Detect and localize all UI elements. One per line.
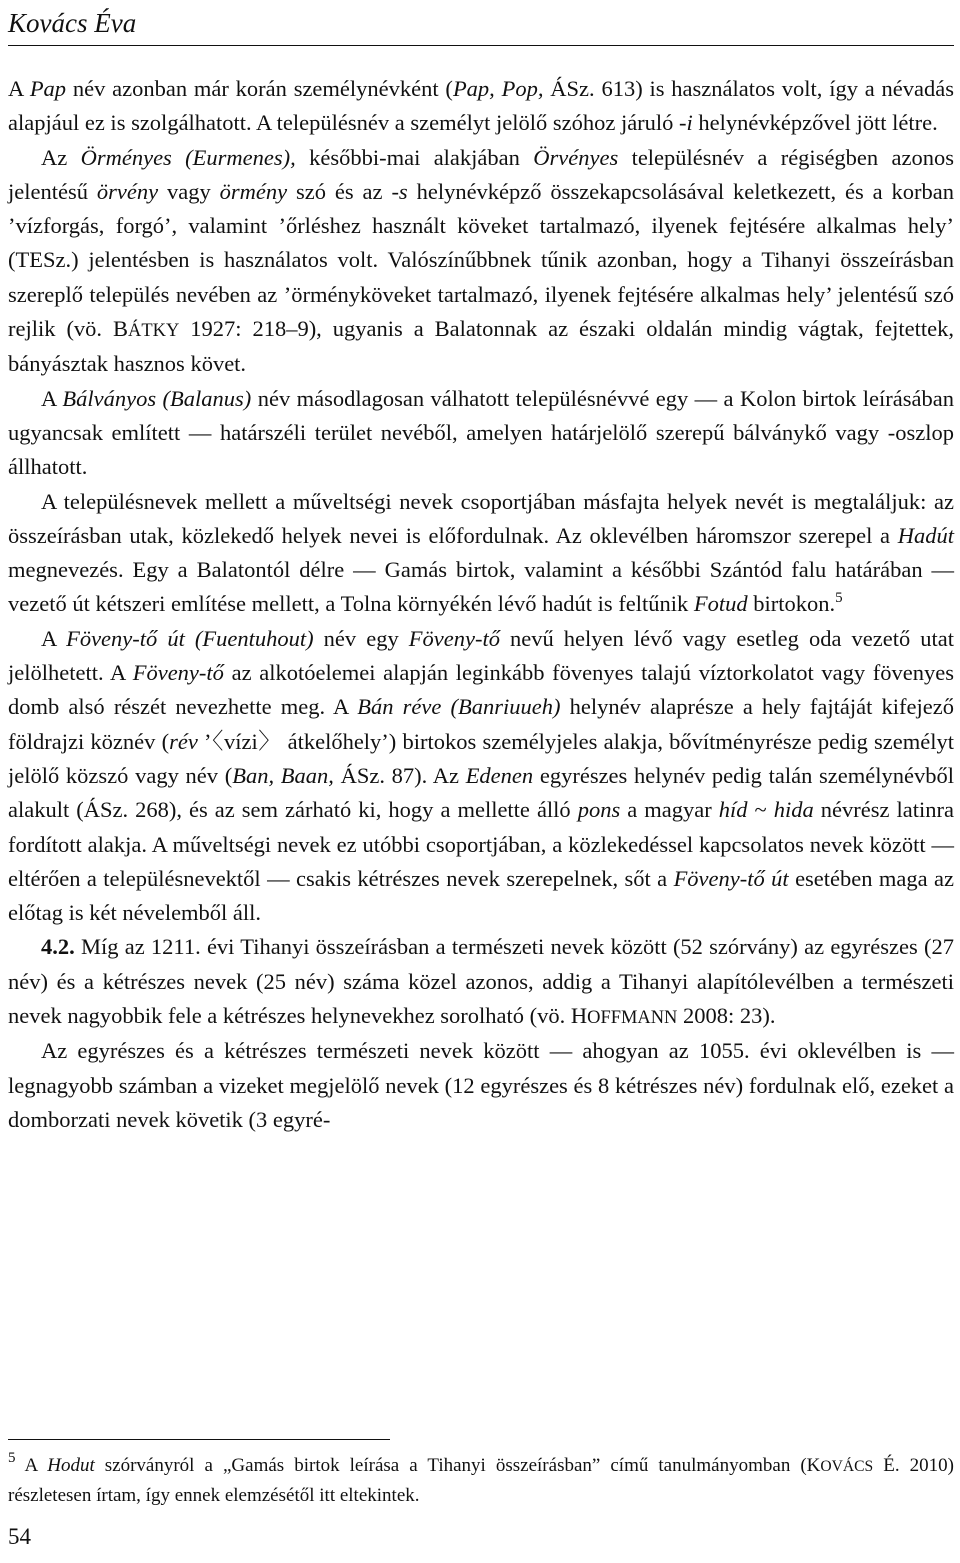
- italic-term: Örvényes: [533, 144, 619, 170]
- text-run: OFFMANN: [587, 1007, 678, 1028]
- text-run: 1927: 218–9), ugyanis a Balatonnak az északi oldalán mindig vágtak, fejtettek, bányásztak hasznos követ.: [8, 316, 954, 377]
- paragraph-p3: [8, 382, 954, 485]
- text-run: szórványról a „Gamás birtok leírása a Tihanyi összeírásban” című tanulmányomban (K: [94, 1455, 821, 1476]
- paragraph-p5: [8, 622, 954, 931]
- text-run: szó és az: [287, 178, 392, 204]
- paragraph-p2: [8, 141, 954, 382]
- text-run: helynévképzővel jött létre.: [692, 110, 938, 136]
- text-run: nevű helyen lévő vagy esetleg oda vezető utat jelölhetett. A: [8, 625, 954, 686]
- italic-term: Hadút: [897, 522, 954, 548]
- text-run: vagy: [158, 178, 220, 204]
- italic-term: Edenen: [465, 762, 534, 788]
- body-text: [8, 72, 954, 1137]
- text-run: a magyar: [620, 797, 719, 823]
- text-run: helynév alaprésze a hely fajtáját kifejező földrajzi köznév (: [8, 694, 955, 754]
- italic-term: Örményes (Eurmenes),: [80, 144, 296, 170]
- footnote-text: [8, 1451, 954, 1510]
- italic-term: rév: [169, 728, 198, 754]
- paragraph-p7: [8, 1034, 954, 1137]
- text-run: Az: [41, 144, 81, 170]
- italic-term: Föveny-tő út: [673, 865, 789, 891]
- text-run: az alkotóelemei alapján leginkább fövenyes talajú víztorkolatot vagy fövenyes domb alsó részét nevezhette meg. A: [8, 660, 954, 720]
- text-run: A: [41, 625, 67, 651]
- italic-term: Bán réve (Banriuueh): [357, 694, 561, 720]
- italic-term: örmény: [219, 178, 288, 204]
- italic-term: Hodut: [47, 1455, 95, 1476]
- text-run: helynévképző összekapcsolásával keletkezett, és a korban ’vízforgás, forgó’, valamint ’őrléshez használt köveket tartalmazó, ilyenek fejtésére alkalmas hely’ (TESz.) jelentésben is használatos volt. Valószínűbbnek tűnik azonban, hogy a Tihanyi összeírásban szereplő település nevében az ’örményköveket tartalmazó, ilyenek fejtésére alkalmas hely’ jelentésű szó rejlik (vö.: [8, 178, 954, 342]
- italic-term: Ban, Baan,: [232, 762, 334, 788]
- text-run: H: [570, 1003, 588, 1029]
- text-run: név azonban már korán személynévként (: [66, 76, 453, 101]
- text-run: ÁSz. 613) is használatos volt, így a névadás alapjául ez is szolgálhatott. A településnév a személyt jelölő szóhoz járuló: [8, 76, 955, 136]
- text-run: OVÁCS: [820, 1458, 874, 1475]
- text-run: későbbi-mai alakjában: [295, 144, 534, 170]
- text-run: Míg az 1211. évi Tihanyi összeírásban a természeti nevek között (52 szórvány) az egyrészes (27 név) és a kétrészes nevek (25 név) száma közel azonos, addig a Tihanyi alapítólevélben a természeti nevek nagyobbik fele a kétrészes helynevekhez sorolható (vö.: [8, 934, 954, 1029]
- italic-term: pons: [577, 797, 621, 823]
- footnote: [8, 1451, 954, 1510]
- text-run: ÁSz. 87). Az: [333, 762, 466, 788]
- paragraph-p4: [8, 485, 954, 622]
- running-header: [8, 3, 954, 46]
- text-run: B: [113, 316, 129, 342]
- text-run: név egy: [313, 625, 409, 651]
- footnote-separator: [8, 1439, 390, 1440]
- text-run: ~: [747, 797, 774, 823]
- italic-term: Föveny-tő: [408, 625, 500, 651]
- footnote-marker: 5: [8, 1450, 16, 1466]
- italic-term: Bálványos (Balanus): [62, 385, 252, 411]
- text-run: egyrészes helynév pedig talán személynévből alakult (ÁSz. 268), és az sem zárható ki, hogy a mellette álló: [8, 762, 954, 823]
- italic-term: -s: [391, 178, 408, 204]
- text-run: név másodlagosan válhatott településnévvé egy — a Kolon birtok leírásában ugyancsak említett — határszéli terület nevéből, amelyen határjelölő szerepű bálványkő vagy -oszlop állhatott.: [8, 385, 954, 480]
- italic-term: Föveny-tő: [132, 660, 224, 686]
- footnote-marker: 5: [835, 590, 843, 607]
- italic-term: -i: [679, 110, 693, 136]
- text-run: A településnevek mellett a műveltségi nevek csoportjában másfajta helyek nevét is megtaláljuk: az összeírásban utak, közlekedő helyek nevei is előfordulnak. Az oklevélben háromszor szerepel a: [8, 488, 954, 548]
- italic-term: hida: [773, 797, 814, 823]
- italic-term: Fotud: [693, 591, 748, 617]
- paragraph-p6: [8, 930, 954, 1034]
- text-run: ÁTKY: [128, 320, 180, 341]
- text-run: birtokon.: [747, 591, 836, 617]
- author-name: Kovács Éva: [8, 8, 137, 38]
- italic-term: híd: [718, 797, 748, 823]
- text-run: névrész latinra fordított alakja. A műveltségi nevek ez utóbbi csoportjában, a közlekedéssel kapcsolatos nevek között — eltérően a településnevektől — csakis kétrészes nevek szerepelnek, sőt a: [8, 797, 954, 891]
- text-run: A: [15, 1455, 48, 1476]
- page-number: 54: [8, 1524, 31, 1549]
- text-run: A: [8, 76, 30, 101]
- text-run: településnév a régiségben azonos jelentésű: [8, 144, 954, 204]
- text-run: megnevezés. Egy a Balatontól délre — Gamás birtok, valamint a későbbi Szántód falu határában — vezető út kétszeri említése mellett, a Tolna környékén lévő hadút is feltűnik: [8, 557, 954, 617]
- section-number: 4.2.: [41, 934, 75, 960]
- italic-term: Föveny-tő út (Fuentuhout): [66, 625, 314, 651]
- text-run: ’〈vízi〉 átkelőhely’) birtokos személyjeles alakja, bővítményrésze pedig személyt jelölő közszó vagy név (: [8, 728, 954, 788]
- text-run: A: [41, 385, 63, 411]
- paragraph-p1: [8, 72, 954, 141]
- italic-term: örvény: [96, 178, 159, 204]
- italic-term: Pap: [29, 76, 67, 101]
- italic-term: Pap, Pop,: [452, 76, 544, 101]
- text-run: Az egyrészes és a kétrészes természeti nevek között — ahogyan az 1055. évi oklevélben is — legnagyobb számban a vizeket megjelölő nevek (12 egyrészes és 8 kétrészes név) fordulnak elő, ezeket a domborzati nevek követik (3 egyré-: [8, 1038, 954, 1132]
- text-run: 2008: 23).: [677, 1003, 776, 1029]
- text-run: É. 2010) részletesen írtam, így ennek elemzésétől itt eltekintek.: [8, 1455, 955, 1506]
- text-run: esetében maga az előtag is két névelemből áll.: [8, 865, 955, 926]
